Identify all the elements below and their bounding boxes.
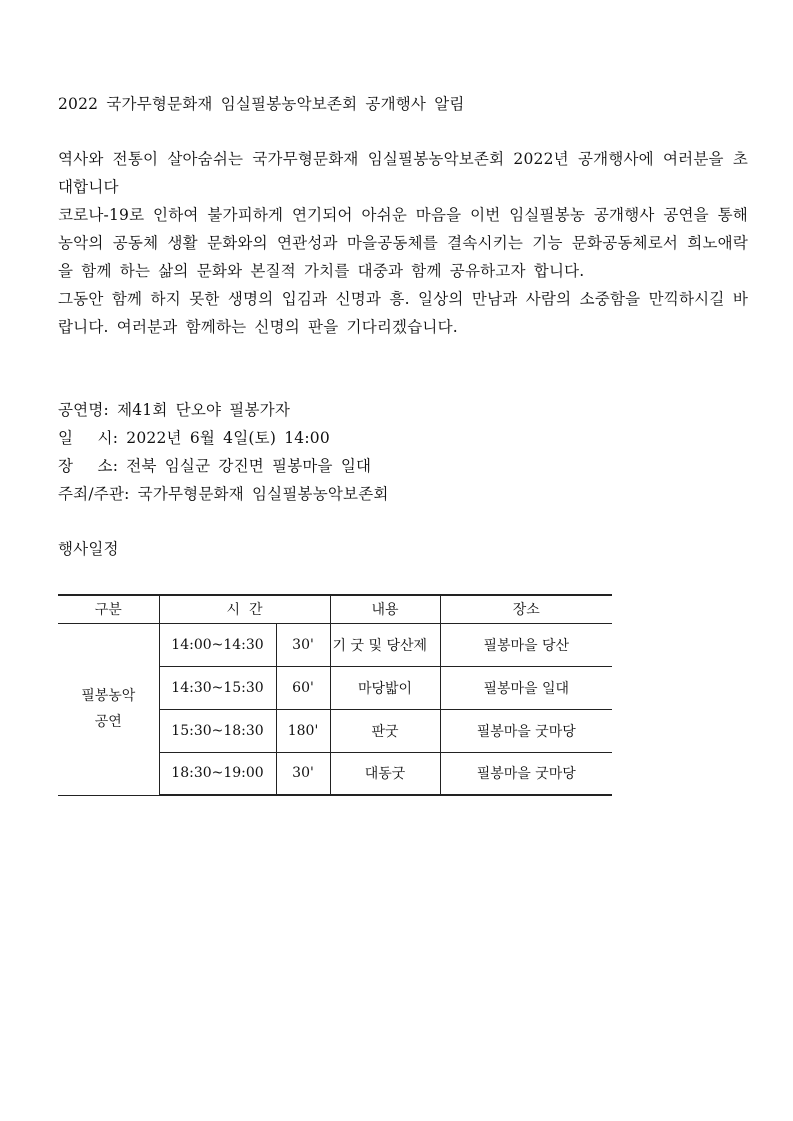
header-category: 구분 [58, 595, 159, 623]
intro-paragraphs [58, 145, 748, 341]
time-cell: 15:30~18:30 [159, 709, 276, 752]
header-place: 장소 [440, 595, 612, 623]
event-datetime: 일 시: 2022년 6월 4일(토) 14:00 [58, 429, 330, 447]
paragraph-closing: 그동안 함께 하지 못한 생명의 입김과 신명과 흥. 일상의 만남과 사람의 소중함을 만끽하시길 바랍니다. 여러분과 함께하는 신명의 판을 기다리겠습니다. [58, 290, 748, 336]
content-cell: 기 굿 및 당산제 [330, 623, 440, 666]
duration-cell: 180' [276, 709, 330, 752]
event-name: 공연명: 제41회 단오야 필봉가자 [58, 401, 291, 419]
header-time: 시 간 [159, 595, 330, 623]
header-content: 내용 [330, 595, 440, 623]
table-row [58, 623, 612, 666]
group-cell [58, 623, 159, 795]
place-cell: 필봉마을 일대 [440, 666, 612, 709]
time-cell: 14:00~14:30 [159, 623, 276, 666]
document-title: 2022 국가무형문화재 임실필봉농악보존회 공개행사 알림 [58, 95, 465, 113]
time-cell: 18:30~19:00 [159, 752, 276, 795]
group-label-line1: 필봉농악 [81, 688, 136, 704]
event-organizer: 주죄/주관: 국가무형문화재 임실필봉농악보존회 [58, 485, 389, 503]
paragraph-covid: 코로나-19로 인하여 불가피하게 연기되어 아쉬운 마음을 이번 임실필봉농 공개행사 공연을 통해 농악의 공동체 생활 문화와의 연관성과 마을공동체를 결속시키는 기능 문화공동체로서 희노애락을 함께 하는 삶의 문화와 본질적 가치를 대중과 함께 공유하고자 합니다. [58, 206, 748, 280]
place-cell: 필봉마을 당산 [440, 623, 612, 666]
schedule-table [58, 594, 612, 796]
content-cell: 마당밟이 [330, 666, 440, 709]
place-cell: 필봉마을 굿마당 [440, 752, 612, 795]
duration-cell: 30' [276, 623, 330, 666]
table-header-row [58, 595, 612, 623]
content-cell: 판굿 [330, 709, 440, 752]
duration-cell: 60' [276, 666, 330, 709]
event-location: 장 소: 전북 임실군 강진면 필봉마을 일대 [58, 457, 372, 475]
content-cell: 대동굿 [330, 752, 440, 795]
schedule-heading: 행사일정 [58, 540, 119, 558]
paragraph-invitation: 역사와 전통이 살아숨쉬는 국가무형문화재 임실필봉농악보존회 2022년 공개행사에 여러분을 초대합니다 [58, 150, 748, 196]
place-cell: 필봉마을 굿마당 [440, 709, 612, 752]
time-cell: 14:30~15:30 [159, 666, 276, 709]
duration-cell: 30' [276, 752, 330, 795]
event-info [58, 396, 748, 508]
group-label-line2: 공연 [94, 714, 122, 730]
